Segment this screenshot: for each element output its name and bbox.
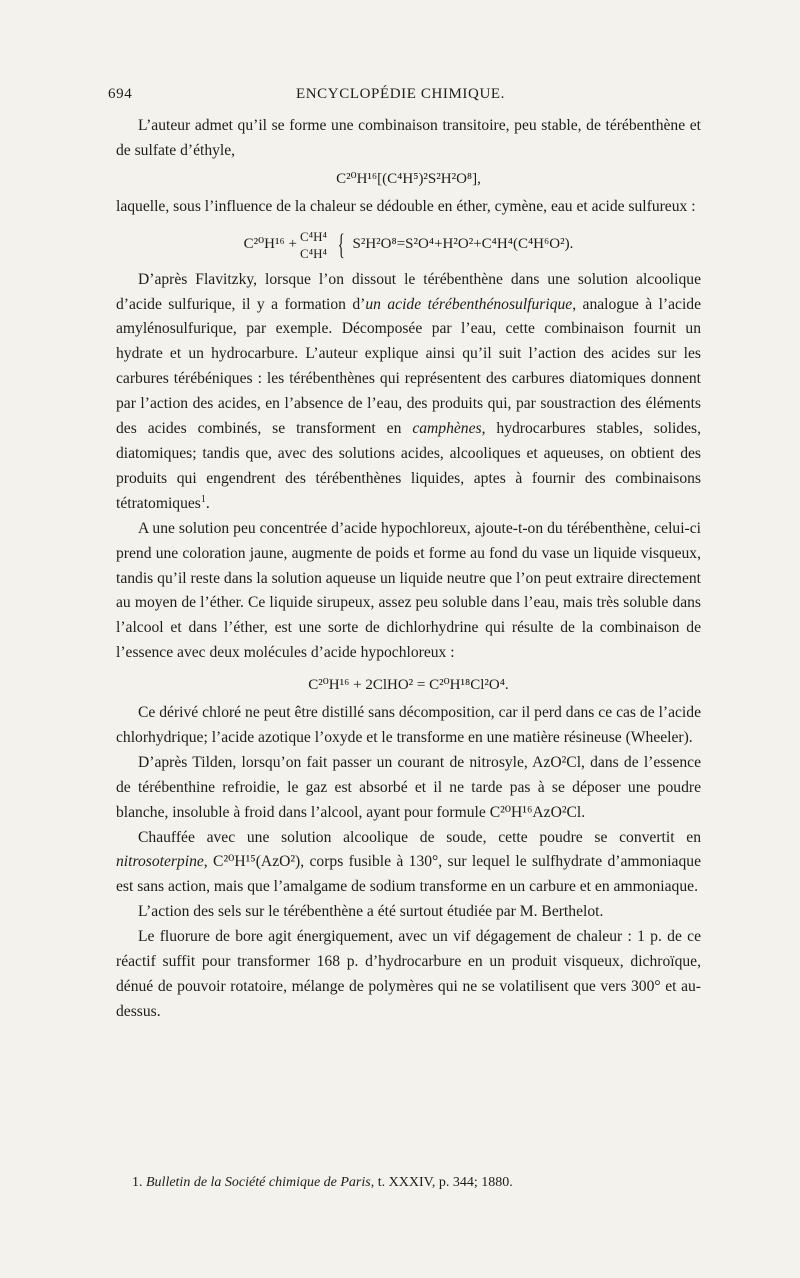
- paragraph-2: laquelle, sous l’influence de la chaleur se dédouble en éther, cymène, eau et acide sulfureux :: [116, 197, 696, 215]
- emphasis-camphenes: camphènes: [412, 420, 482, 438]
- formula-2-stack: [300, 228, 327, 262]
- footnote: [132, 1175, 692, 1191]
- paragraph-6: D’après Tilden, lorsqu’on fait passer un courant de nitrosyle, AzO²Cl, dans de l’essence de térébenthine refroidie, le gaz est absorbé et il ne tarde pas à se déposer une poudre blanche, insoluble à froid dans l’alcool, ayant pour formule C²⁰H¹⁶AzO²Cl.: [116, 753, 701, 821]
- formula-3: C²⁰H¹⁶ + 2ClHO² = C²⁰H¹⁸Cl²O⁴.: [308, 677, 509, 694]
- paragraph-3: D’après Flavitzky, lorsque l’on dissout le térébenthène dans une solution alcoolique d’acide sulfurique, il y a formation d’un acide térébenthénosulfurique, analogue à l’acide amylénosulfurique, par exemple. Décomposée par l’eau, cette combinaison fournit un hydrate et un hydrocarbure. L’auteur explique ainsi qu’il suit l’action des acides sur les carbures térébéniques : les térébenthènes qui représentent des carbures diatomiques donnent par l’action des acides, en l’absence de l’eau, des produits qui, par soustraction des éléments des acides combinés, se transforment en camphènes, hydrocarbures stables, solides, diatomiques; tandis que, avec des solutions acides, alcooliques et aqueuses, on obtient des produits qui engendrent des térébenthènes liquides, aptes à fournir des combinaisons tétratomiques$^1$.: [116, 270, 701, 512]
- paragraph-5: Ce dérivé chloré ne peut être distillé sans décomposition, car il perd dans ce cas de l’acide chlorhydrique; l’acide azotique l’oxyde et le transforme en une matière résineuse (Wheeler).: [116, 704, 701, 746]
- brace-icon: {: [337, 227, 345, 261]
- running-title: ENCYCLOPÉDIE CHIMIQUE.: [295, 86, 506, 102]
- emphasis-acid-name: un acide térébenthénosulfurique: [365, 295, 573, 313]
- footnote-title: Bulletin de la Société chimique de Paris: [146, 1175, 371, 1190]
- body-text: [116, 114, 701, 1025]
- formula-2-left: C²⁰H¹⁶ +: [243, 236, 297, 253]
- page-number: 694: [108, 86, 133, 102]
- footnote-number: 1.: [132, 1175, 143, 1190]
- formula-2-bottom: C⁴H⁴: [299, 245, 328, 261]
- formula-1: C²⁰H¹⁶[(C⁴H⁵)²S²H²O⁸],: [336, 170, 481, 187]
- formula-2-right: S²H²O⁸=S²O⁴+H²O²+C⁴H⁴(C⁴H⁶O²).: [352, 236, 574, 253]
- running-head: [108, 86, 693, 106]
- footnote-marker[interactable]: 1: [200, 493, 206, 505]
- formula-2-top: C⁴H⁴: [299, 228, 328, 244]
- paragraph-1: L’auteur admet qu’il se forme une combinaison transitoire, peu stable, de térébenthène et de sulfate d’éthyle,: [116, 117, 701, 159]
- paragraph-8: L’action des sels sur le térébenthène a été surtout étudiée par M. Berthelot.: [138, 903, 604, 921]
- paragraph-4: A une solution peu concentrée d’acide hypochloreux, ajoute-t-on du térébenthène, celui-ci prend une coloration jaune, augmente de poids et forme au fond du vase un liquide visqueux, tandis qu’il reste dans la solution aqueuse un liquide neutre que l’on peut extraire directement au moyen de l’éther. Ce liquide sirupeux, assez peu soluble dans l’eau, mais très soluble dans l’alcool et dans l’éther, est une sorte de dichlorhydrine qui résulte de la combinaison de l’essence avec deux molécules d’acide hypochloreux :: [116, 519, 701, 662]
- paragraph-9: Le fluorure de bore agit énergiquement, avec un vif dégagement de chaleur : 1 p. de ce réactif suffit pour transformer 168 p. d’hydrocarbure en un produit visqueux, dichroïque, dénué de pouvoir rotatoire, mélange de polymères qui ne se volatilisent que vers 300° et au-dessus.: [116, 928, 701, 1020]
- footnote-ref: , t. XXXIV, p. 344; 1880.: [370, 1175, 513, 1190]
- emphasis-nitrosoterpine: nitrosoterpine: [116, 853, 204, 871]
- paragraph-7: Chauffée avec une solution alcoolique de soude, cette poudre se convertit en nitrosoterpine, C²⁰H¹⁵(AzO²), corps fusible à 130°, sur lequel le sulfhydrate d’ammoniaque est sans action, mais que l’amalgame de sodium transforme en un carbure et en ammoniaque.: [116, 828, 701, 896]
- formula-2: [116, 228, 701, 262]
